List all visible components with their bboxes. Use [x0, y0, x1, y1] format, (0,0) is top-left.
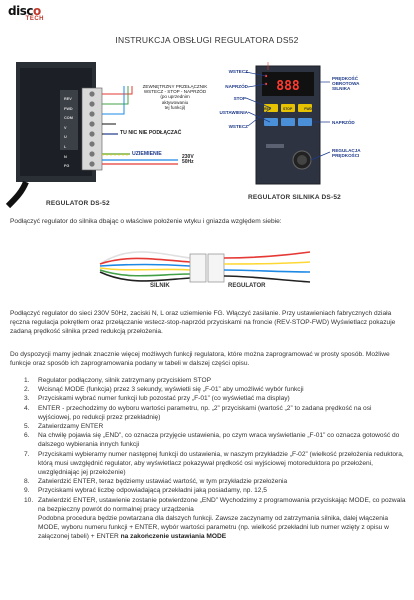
step-number: 7.: [24, 450, 30, 458]
label-wstecz-button: WSTECZ: [228, 124, 248, 129]
paragraph-connect-motor: Podłączyć regulator do silnika dbając o właściwe położenie wtyku i gniazda względem siebie:: [10, 218, 282, 225]
step-text: Przyciskami wybieramy numer następnej funkcji do ustawienia, w naszym przykładzie „F-02” (wielkość przełożenia reduktora, którą musi uwzględnić regulator, aby wyświetlacz pokazywał prędkość osi wyjściowej motoreduktora po przełożeni, uwzględniając jej przełożenie): [38, 450, 404, 477]
step-number: 6.: [24, 432, 30, 440]
mode-button[interactable]: [264, 118, 278, 126]
logo-text-b: o: [32, 4, 41, 18]
switch-note-line: tej funkcji): [164, 104, 186, 110]
label-speed-line: SILNIKA: [332, 86, 351, 92]
step-text: ENTER - przechodzimy do wyboru wartości parametru, np. „2” przyciskami (wartość „2” to zadana prędkość na osi wyjściowej, po redukcji przez przekładnię): [38, 404, 372, 421]
step-text: Regulator podłączony, silnik zatrzymany przyciskiem STOP: [38, 377, 212, 384]
panel-label: REV: [64, 97, 72, 101]
logo-text-a: disc: [8, 4, 33, 18]
label-naprzod-led: NAPRZÓD: [225, 84, 248, 89]
step-number: 5.: [24, 423, 30, 431]
list-item: [10, 404, 406, 422]
wiring-diagram: [0, 60, 414, 210]
panel-label: FWD: [64, 106, 73, 111]
list-item: [10, 376, 406, 385]
panel-label: U: [64, 135, 67, 140]
cable-connector-image: [0, 234, 414, 294]
label-speed-regulation: [332, 148, 361, 158]
label-stop: STOP: [233, 96, 246, 101]
step-text: Przyciskami wybrać liczbę odpowiadającą przekładni jaką posiadamy, np. 12,5: [38, 487, 267, 495]
list-item: [10, 486, 406, 495]
panel-labels: [64, 95, 80, 172]
list-item: [10, 385, 406, 394]
list-item: [10, 431, 406, 449]
step-number: 2.: [24, 386, 30, 394]
step-text: Przyciskami wybrać numer funkcji lub pozostać przy „F-01” (co wyświetlać ma display): [38, 395, 290, 403]
switch-note-line: aktywowaniu: [161, 99, 189, 105]
no-connect-label: TU NIC NIE PODŁĄCZAĆ: [120, 130, 182, 136]
list-item: [10, 422, 406, 431]
page-title: INSTRUKCJA OBSŁUGI REGULATORA DS52: [115, 35, 299, 45]
panel-label: V: [64, 125, 67, 130]
led-display: 888: [276, 79, 300, 94]
list-item: [10, 394, 406, 403]
label-speed-line: PRĘDKOŚĆ: [332, 76, 359, 81]
right-diagram-caption: REGULATOR SILNIKA DS-52: [248, 194, 341, 201]
panel-label: FG: [64, 164, 70, 169]
step-number: 4.: [24, 404, 30, 412]
label-regulation-line: REGULACJA: [332, 148, 361, 153]
label-speed-line: OBROTOWA: [332, 81, 360, 87]
step-number: 9.: [24, 487, 30, 495]
panel-label: N: [64, 154, 67, 159]
up-button[interactable]: [281, 118, 295, 126]
final-text: [38, 514, 406, 542]
stop-label: STOP: [283, 107, 293, 111]
step-number: 1.: [24, 377, 30, 384]
step-text: Zatwierdzić ENTER, teraz będziemy ustawiać wartość, w tym przykładzie przełożenia: [38, 478, 288, 486]
switch-note: [140, 84, 210, 110]
step-number: 10.: [24, 496, 34, 504]
switch-note-line: (po uprzednim: [160, 94, 190, 100]
step-text: Na chwilę pojawia się „END”, co oznacza przyjęcie ustawienia, po czym wraca wyświetlanie „F-01” co oznacza gotowość do dalszego wybierania innych funkcji: [38, 432, 400, 449]
switch-note-line: ZEWNĘTRZNY PRZEŁĄCZNIK: [142, 84, 208, 89]
disco-tech-logo: [8, 4, 44, 22]
final-text-body: Podobna procedura będzie powtarzana dla dalszych funkcji. Zawsze zaczynamy od zatrzymania silnika, dalej włączenia MODE, wyboru numeru funkcji + ENTER, wybór wartości parametru (np. wielkość przekładni lub numer wzięty z opisu w załączonej tabeli) + ENTER: [38, 515, 389, 541]
cable-label-regulator: REGULATOR: [228, 283, 266, 289]
panel-button-labels: [264, 107, 312, 112]
list-item: [10, 496, 406, 514]
step-number: 8.: [24, 478, 30, 486]
power-voltage: 230V: [182, 154, 194, 160]
rev-label: REV: [264, 107, 271, 111]
step-number-empty: [10, 514, 38, 542]
ground-label: UZIEMIENIE: [132, 151, 162, 157]
switch-note-line: WSTECZ - STOP - NAPRZÓD: [143, 89, 207, 95]
step-text: Zatwierdzamy ENTER: [38, 423, 104, 431]
programming-steps-list: [10, 376, 406, 542]
step-text: Zatwierdzić ENTER, ustawienie zostanie potwierdzone „END” Wychodzimy z programowania przyciskając MODE, co pozwala na bezpieczny powrót do normalnej pracy urządzenia: [38, 496, 406, 513]
paragraph-connect-power: Podłączyć regulator do sieci 230V 50Hz, zaciski N, L oraz uziemienie FG. Włączyć zasilanie. Przy ustawieniach fabrycznych działa ręczna regulacja pokrętłem oraz przełączanie wstecz-stop-naprzód przyciskami na froncie (REV-STOP-FWD) Wyświetlacz pokazuje zadaną prędkość silnika przed redukcją przełożenia.: [10, 310, 396, 336]
panel-label: L: [64, 144, 67, 149]
enter-button[interactable]: [298, 118, 312, 126]
terminal-block: [82, 88, 102, 170]
label-regulation-line: PRĘDKOŚCI: [332, 153, 360, 159]
power-frequency: 50Hz: [182, 159, 194, 166]
power-label: [182, 155, 194, 165]
label-ustawienia: USTAWIENIA: [219, 110, 248, 115]
cable-label-motor: SILNIK: [150, 283, 170, 289]
panel-label: COM: [64, 116, 73, 121]
label-wstecz-led: WSTECZ: [228, 69, 248, 74]
logo-subtext: TECH: [25, 16, 44, 22]
list-item: [10, 450, 406, 478]
left-diagram-caption: REGULATOR DS-52: [46, 200, 110, 207]
fwd-label: FWD: [304, 107, 312, 111]
step-text: Wcisnąć MODE (funkcja) przez 3 sekundy, wyświetli się „F-01” aby umożliwić wybór funkcji: [38, 386, 304, 394]
step-number: 3.: [24, 395, 30, 403]
label-naprzod-button: NAPRZÓD: [332, 120, 355, 125]
final-text-bold: na zakończenie ustawiania MODE: [120, 533, 227, 541]
list-item: [10, 477, 406, 486]
label-speed: [332, 76, 359, 92]
paragraph-more-functions: Do dyspozycji mamy jednak znacznie więcej możliwych funkcji regulatora, które można zaprogramować w prosty sposób. Możliwe funkcje oraz sposób ich zaprogramowania podany w tabeli w dalszej części opisu.: [10, 351, 390, 368]
list-item-final: [10, 514, 406, 542]
